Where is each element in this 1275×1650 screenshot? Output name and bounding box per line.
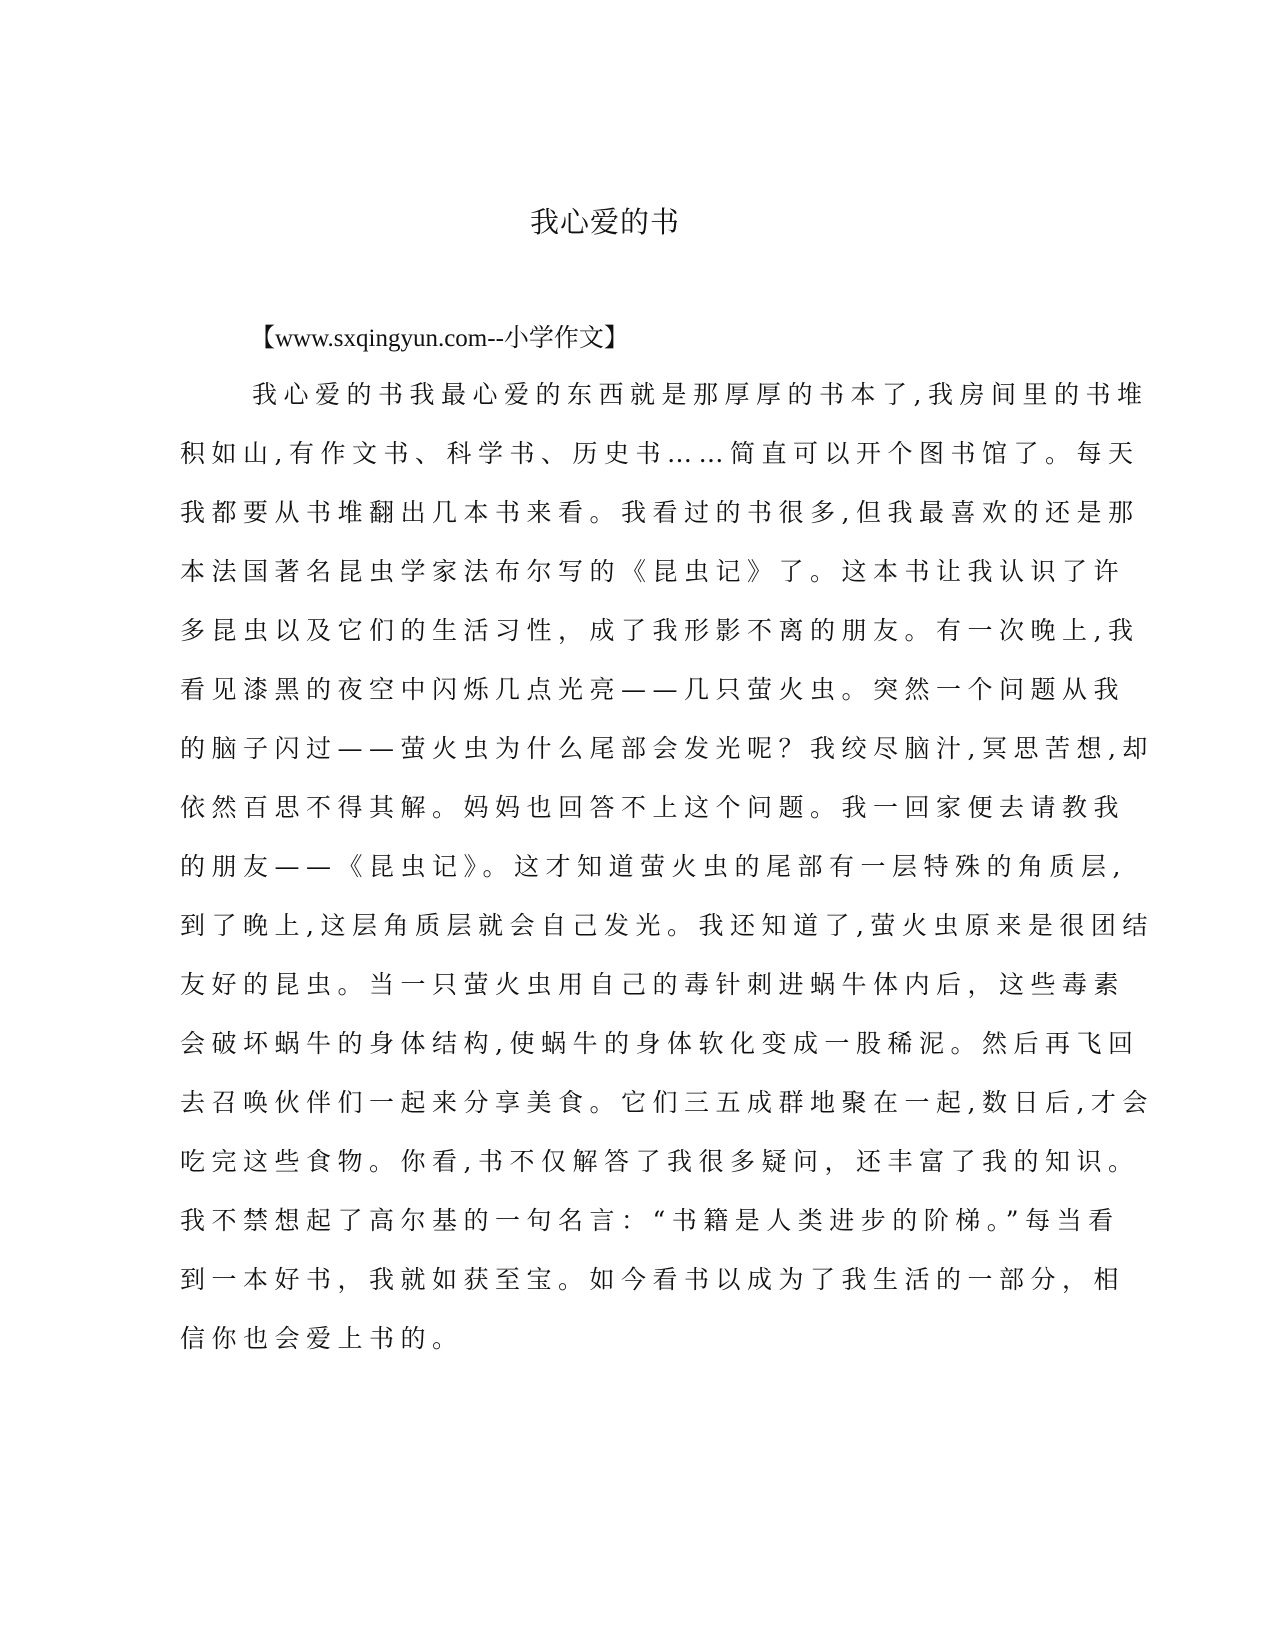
text-line: 多昆虫以及它们的生活习性，成了我形影不离的朋友。有一次晚上,我 [180,616,1140,645]
text-line: 本法国著名昆虫学家法布尔写的《昆虫记》了。这本书让我认识了许 [180,557,1126,586]
text-line: 看见漆黑的夜空中闪烁几点光亮——几只萤火虫。突然一个问题从我 [180,675,1126,704]
text-line: 的脑子闪过——萤火虫为什么尾部会发光呢？我绞尽脑汁,冥思苦想,却 [180,734,1154,763]
text-line: 我都要从书堆翻出几本书来看。我看过的书很多,但我最喜欢的还是那 [180,498,1140,527]
text-line: 我心爱的书我最心爱的东西就是那厚厚的书本了,我房间里的书堆 [252,380,1149,409]
text-line: 去召唤伙伴们一起来分享美食。它们三五成群地聚在一起,数日后,才会 [180,1088,1154,1117]
text-line: 依然百思不得其解。妈妈也回答不上这个问题。我一回家便去请教我 [180,793,1126,822]
source-header: 【www.sxqingyun.com--小学作文】 [250,325,629,352]
text-line: 我不禁想起了高尔基的一句名言：“书籍是人类进步的阶梯。”每当看 [180,1206,1120,1235]
text-line: 信你也会爱上书的。 [180,1324,464,1353]
text-line: 吃完这些食物。你看,书不仅解答了我很多疑问，还丰富了我的知识。 [180,1147,1140,1176]
text-line: 会破坏蜗牛的身体结构,使蜗牛的身体软化变成一股稀泥。然后再飞回 [180,1029,1140,1058]
document-title: 我心爱的书 [529,205,680,239]
text-line: 积如山,有作文书、科学书、历史书……简直可以开个图书馆了。每天 [180,439,1140,468]
text-line: 到了晚上,这层角质层就会自己发光。我还知道了,萤火虫原来是很团结 [180,911,1154,940]
text-line: 到一本好书，我就如获至宝。如今看书以成为了我生活的一部分，相 [180,1265,1126,1294]
text-line: 的朋友——《昆虫记》。这才知道萤火虫的尾部有一层特殊的角质层, [180,852,1127,881]
essay-body [180,375,1154,1378]
text-line: 友好的昆虫。当一只萤火虫用自己的毒针刺进蜗牛体内后，这些毒素 [180,970,1126,999]
